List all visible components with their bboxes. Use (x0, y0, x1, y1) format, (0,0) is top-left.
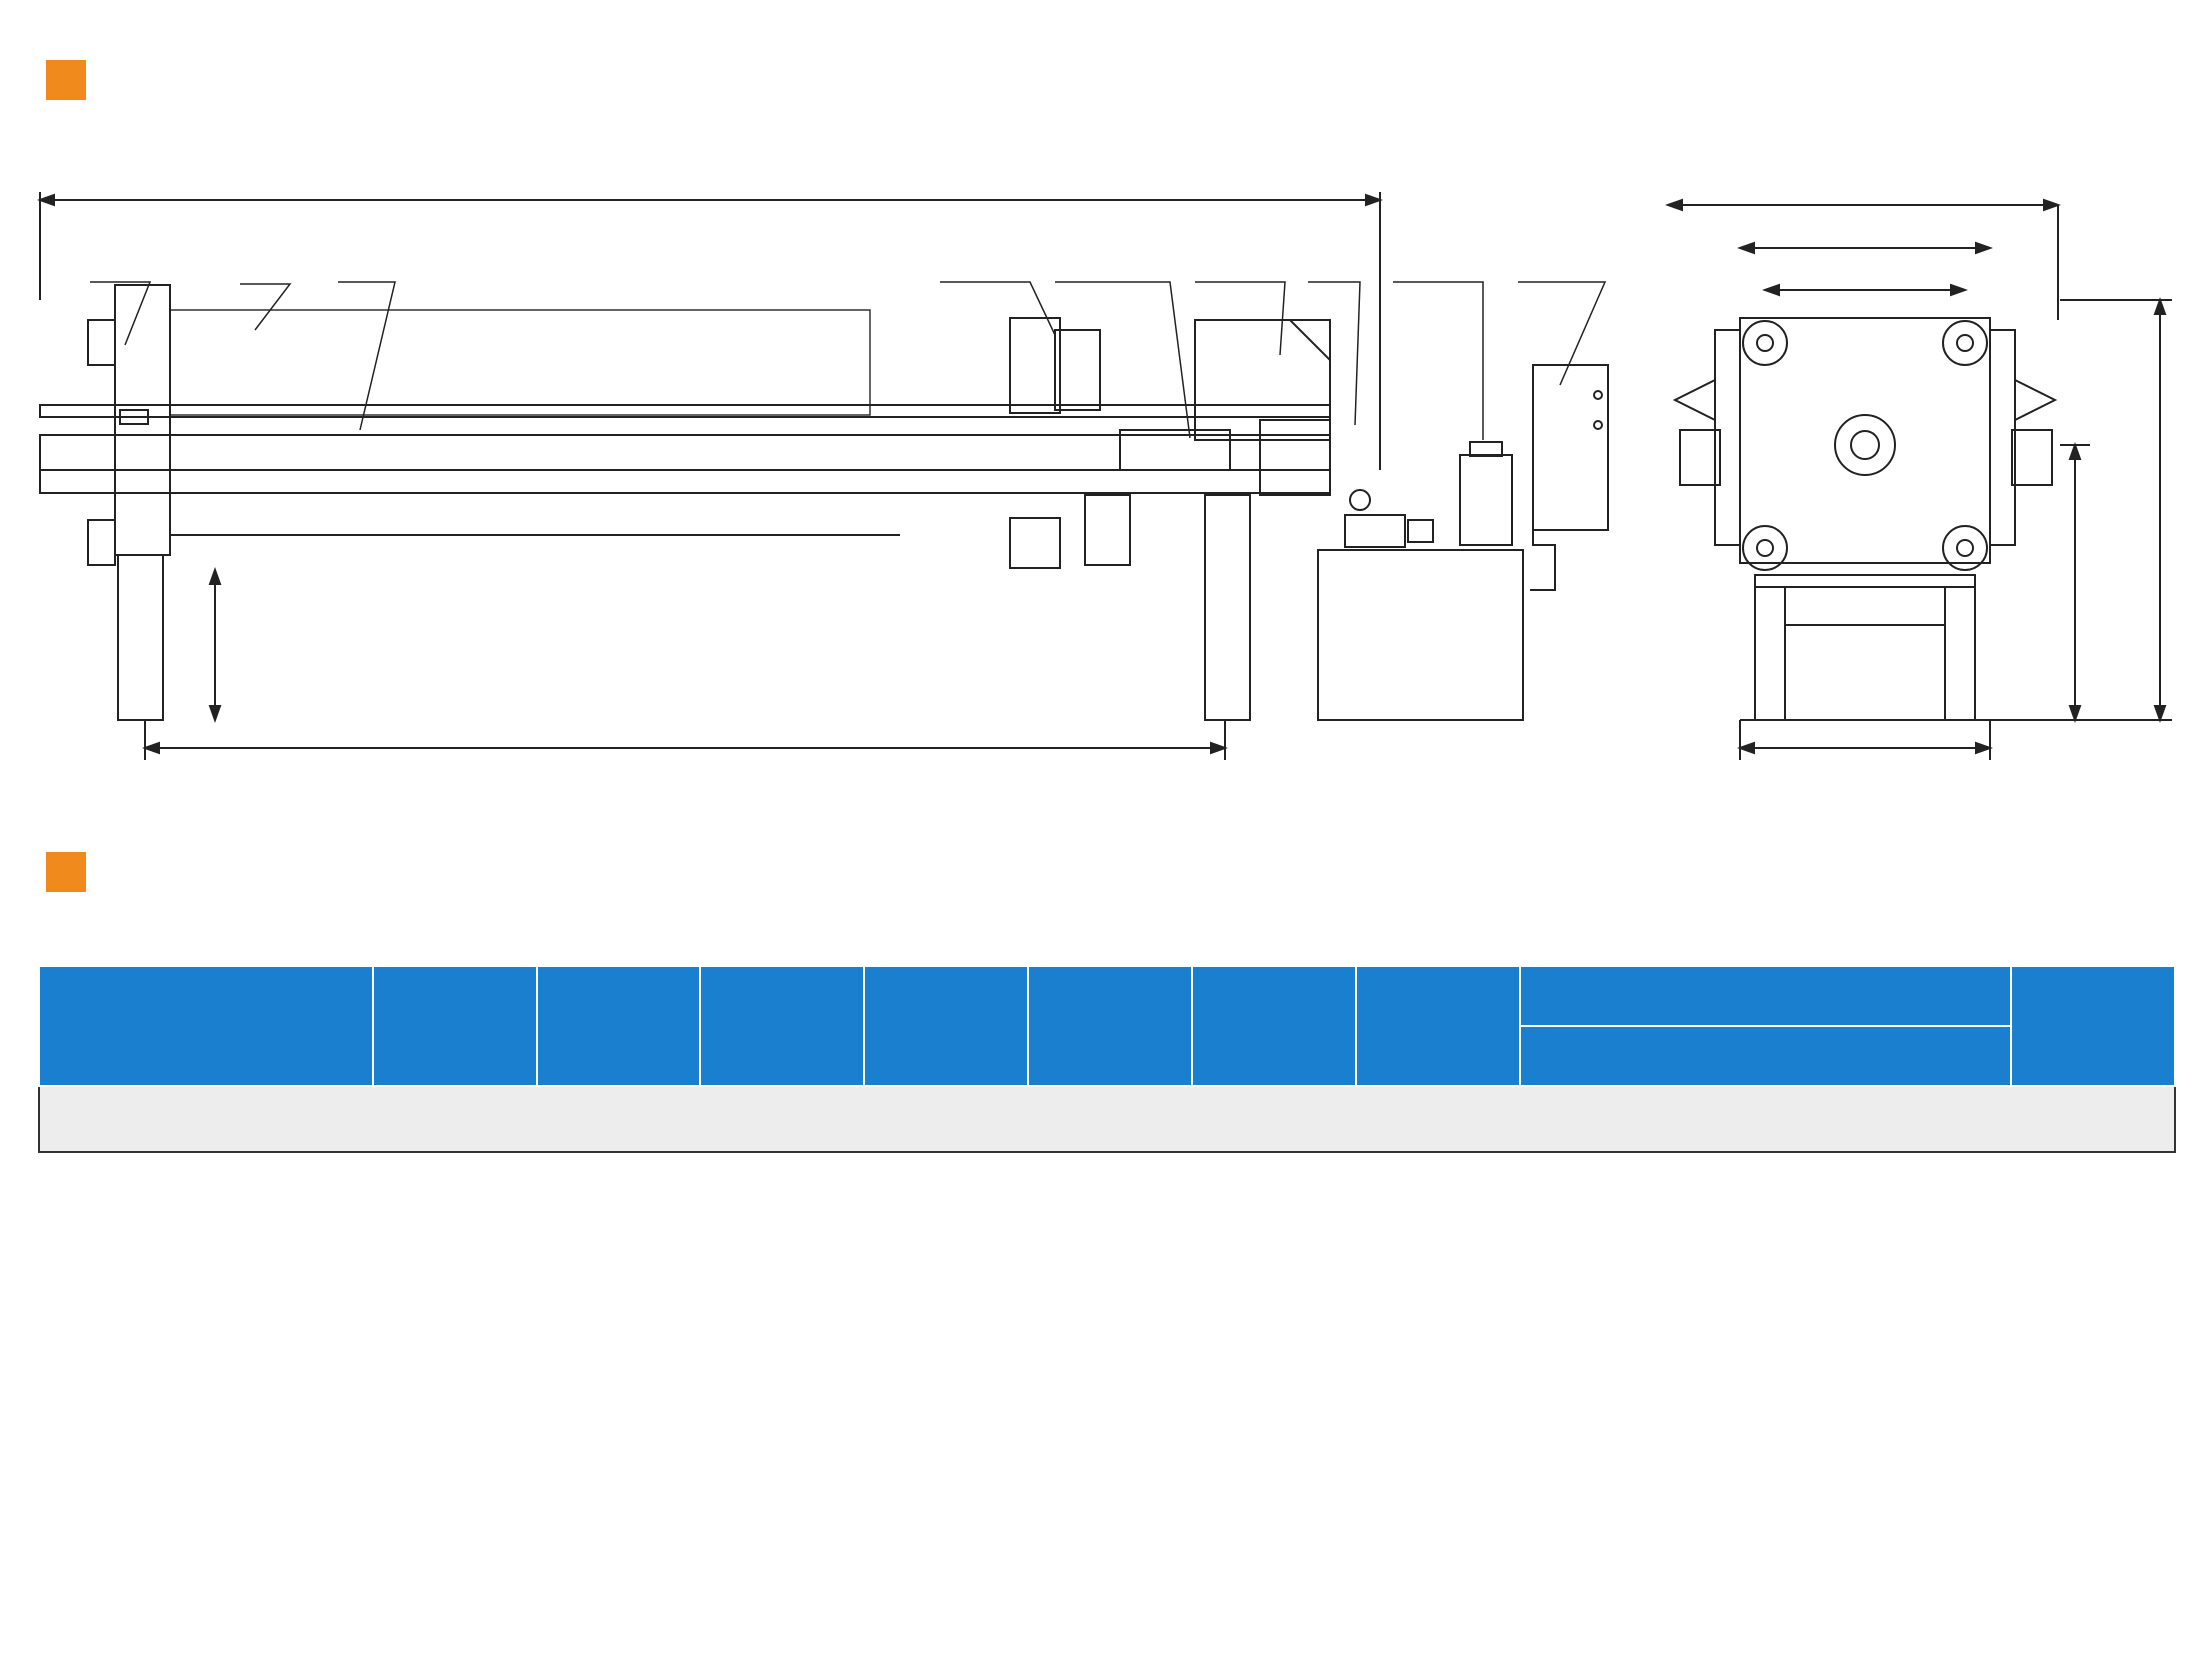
table-note (39, 1086, 2175, 1152)
spec-table (38, 965, 2176, 1153)
hydraulic-station (1318, 442, 1523, 720)
header-foundation (1356, 966, 1520, 1086)
header-thickness (700, 966, 864, 1086)
header-pressure (1028, 966, 1192, 1086)
height-500-dimension (210, 570, 220, 720)
total-length-dimension (40, 192, 1380, 470)
header-volume (864, 966, 1028, 1086)
assembly-drawing (0, 150, 2208, 780)
header-dims-bottom (1520, 1026, 2012, 1086)
header-area (373, 966, 537, 1086)
foundation-dimension (145, 720, 1225, 760)
header-temp (1192, 966, 1356, 1086)
section-marker (46, 852, 86, 892)
section-assembly-header (46, 60, 100, 100)
header-dims-top (1520, 966, 2012, 1026)
section-params-header (46, 852, 100, 892)
control-box (1530, 365, 1608, 590)
header-chambers (537, 966, 701, 1086)
section-marker (46, 60, 86, 100)
header-weight (2011, 966, 2175, 1086)
side-view (1668, 200, 2172, 760)
header-model (39, 966, 373, 1086)
filter-press-body (40, 285, 1330, 720)
